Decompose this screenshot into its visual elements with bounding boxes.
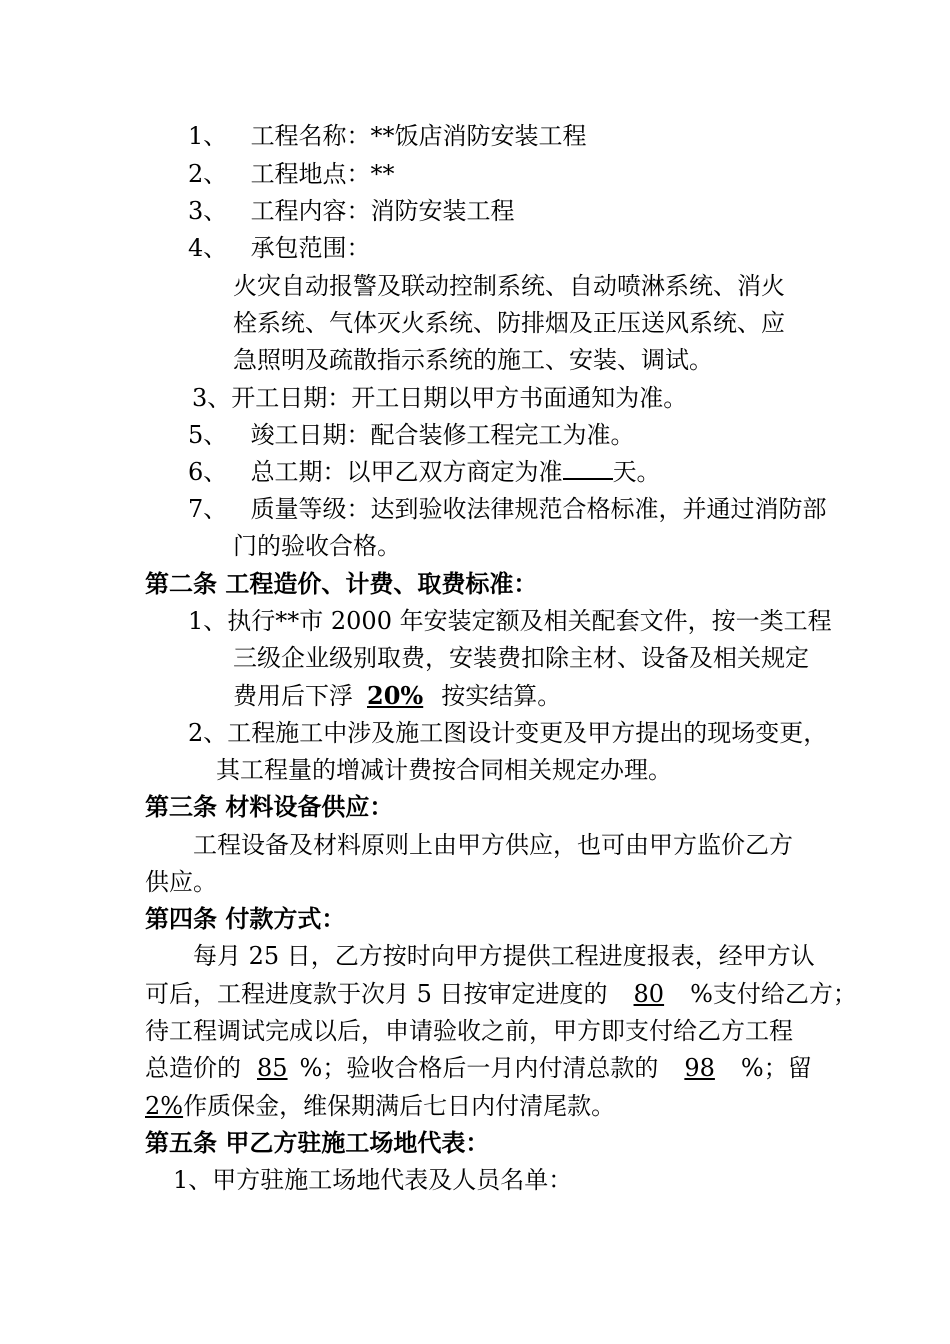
article-2-para-1-line-2: 三级企业级别取费，安装费扣除主材、设备及相关规定: [233, 644, 809, 672]
item-number: 6、: [188, 458, 228, 486]
item-text: 总工期：以甲乙双方商定为准: [250, 458, 563, 486]
text: 可后，工程进度款于次月 5 日按审定进度的: [145, 980, 608, 1008]
scope-line-1: 火灾自动报警及联动控制系统、自动喷淋系统、消火: [233, 272, 785, 300]
item-number: 4、: [188, 234, 228, 262]
scope-line-3: 急照明及疏散指示系统的施工、安装、调试。: [233, 346, 713, 374]
text: 按实结算。: [441, 682, 562, 710]
item-7: [188, 492, 827, 526]
post-acceptance-rate: 98: [684, 1054, 715, 1082]
text: 作质保金，维保期满后七日内付清尾款。: [183, 1092, 616, 1120]
item-text: 工程地点：**: [250, 160, 395, 188]
pre-acceptance-rate: 85: [257, 1054, 288, 1082]
text: 总造价的: [145, 1054, 241, 1082]
text: %；验收合格后一月内付清总款的: [299, 1054, 659, 1082]
warranty-rate: 2%: [145, 1092, 184, 1120]
discount-rate: 20%: [367, 681, 424, 710]
article-4-line-4: [145, 1051, 812, 1085]
article-3-line-2: 供应。: [145, 868, 217, 896]
item-2: [188, 157, 395, 191]
item-number: 3、: [188, 197, 228, 225]
article-2-para-2-line-1: 2、工程施工中涉及施工图设计变更及甲方提出的现场变更，: [188, 719, 828, 747]
progress-payment-rate: 80: [633, 980, 665, 1008]
days-blank: [563, 456, 613, 480]
item-3: [188, 194, 515, 228]
item-text: 质量等级：达到验收法律规范合格标准，并通过消防部: [250, 495, 827, 523]
article-2-para-2-line-2: 其工程量的增减计费按合同相关规定办理。: [216, 756, 672, 784]
item-6: [188, 455, 661, 489]
item-4: [188, 231, 371, 265]
item-5: [188, 418, 635, 452]
item-number: 1、: [188, 122, 228, 150]
item-number: 5、: [188, 421, 228, 449]
item-number: 7、: [188, 495, 228, 523]
item-number: 2、: [188, 160, 228, 188]
item-1: [188, 119, 587, 153]
article-3-line-1: 工程设备及材料原则上由甲方供应，也可由甲方监价乙方: [193, 831, 793, 859]
item-text-after: 天。: [612, 458, 661, 486]
scope-line-2: 栓系统、气体灭火系统、防排烟及正压送风系统、应: [233, 309, 785, 337]
article-3-heading: 第三条 材料设备供应：: [145, 792, 394, 821]
article-4-line-1: 每月 25 日，乙方按时向甲方提供工程进度报表，经甲方认: [193, 942, 815, 970]
text: %；留: [740, 1054, 812, 1082]
item-7-continued: 门的验收合格。: [233, 532, 401, 560]
start-date-line: 3、开工日期：开工日期以甲方书面通知为准。: [192, 384, 688, 412]
article-4-line-2: [145, 977, 857, 1011]
article-5-line-1: 1、甲方驻施工场地代表及人员名单：: [173, 1166, 573, 1194]
article-4-line-5: [145, 1089, 615, 1123]
article-4-heading: 第四条 付款方式：: [145, 904, 346, 933]
item-text: 承包范围：: [250, 234, 371, 262]
article-4-line-3: 待工程调试完成以后，申请验收之前，甲方即支付给乙方工程: [145, 1017, 793, 1045]
article-2-heading: 第二条 工程造价、计费、取费标准：: [145, 569, 538, 598]
item-text: 工程名称：**饭店消防安装工程: [250, 122, 587, 150]
article-5-heading: 第五条 甲乙方驻施工场地代表：: [145, 1128, 490, 1157]
article-2-para-1-line-1: 1、执行**市 2000 年安装定额及相关配套文件，按一类工程: [188, 607, 832, 635]
item-text: 竣工日期：配合装修工程完工为准。: [250, 421, 635, 449]
item-text: 工程内容：消防安装工程: [250, 197, 515, 225]
text: %支付给乙方；: [690, 980, 857, 1008]
text: 费用后下浮: [233, 682, 353, 710]
article-2-para-1-line-3: [233, 679, 561, 713]
